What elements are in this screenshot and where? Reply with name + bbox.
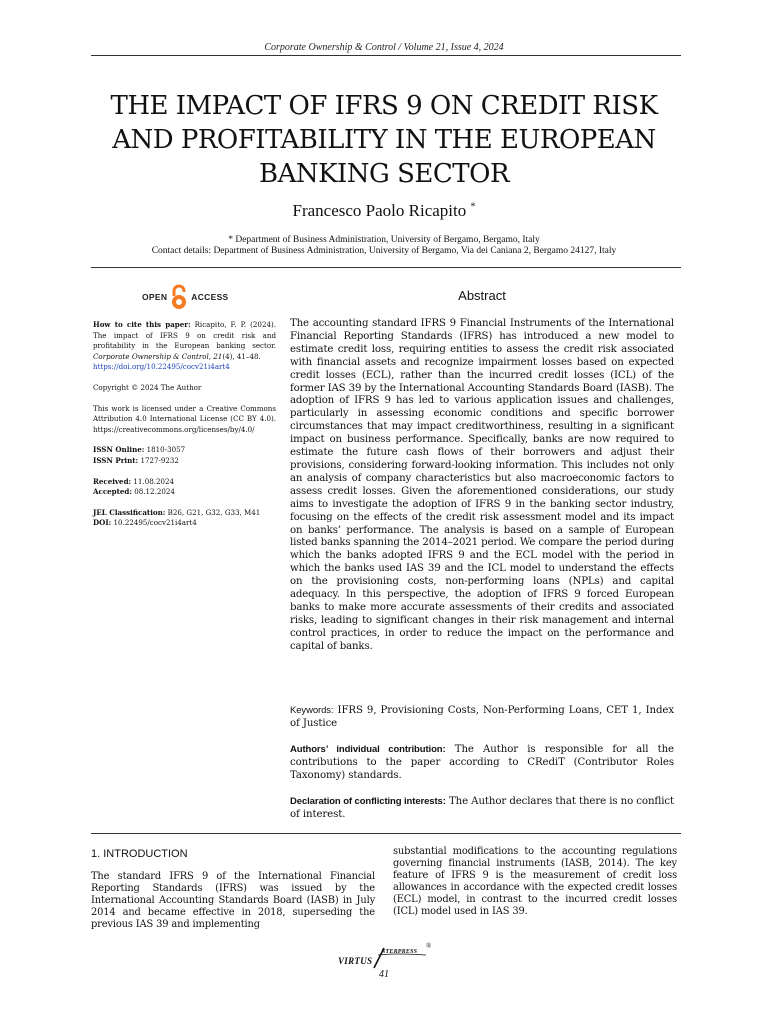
keywords-label: Keywords: bbox=[290, 705, 334, 716]
license: This work is licensed under a Creative Commons Attribution 4.0 International License (CC BY 4.0). https://creativecommons.org/licenses/by/4.0/ bbox=[93, 403, 276, 434]
conflict-text: The Author declares that there is no conflict of interest. bbox=[290, 796, 674, 820]
received bbox=[93, 477, 276, 488]
issn-print bbox=[93, 456, 276, 467]
accepted-value: 08.12.2024 bbox=[132, 487, 175, 497]
received-label: Received: bbox=[93, 476, 132, 486]
citation bbox=[93, 320, 276, 373]
issn-online-label: ISSN Online: bbox=[93, 445, 145, 455]
author-contribution bbox=[290, 743, 674, 782]
keywords bbox=[290, 704, 674, 730]
doi-label: DOI: bbox=[93, 518, 112, 528]
jel-label: JEL Classification: bbox=[93, 507, 166, 517]
issn-print-label: ISSN Print: bbox=[93, 455, 139, 465]
contribution-label: Authors’ individual contribution: bbox=[290, 744, 446, 755]
cite-issue: (4), 41–48. bbox=[222, 351, 261, 361]
copyright: Copyright © 2024 The Author bbox=[93, 382, 202, 392]
abstract-heading: Abstract bbox=[458, 288, 506, 303]
received-value: 11.08.2024 bbox=[131, 476, 175, 486]
introduction-left-column: The standard IFRS 9 of the International Financial Reporting Standards (IFRS) was issued by the International Accounting Standards Board (IASB) in July 2014 and became effective in 2018, superseding the previous IAS 39 and implementing bbox=[91, 871, 375, 930]
body-rule bbox=[91, 833, 681, 834]
title-line: AND PROFITABILITY IN THE EUROPEAN bbox=[112, 125, 656, 155]
conflict-label: Declaration of conflicting interests: bbox=[290, 796, 446, 807]
introduction-heading: 1. INTRODUCTION bbox=[91, 848, 188, 860]
publisher-logo bbox=[338, 942, 438, 970]
open-lock-icon bbox=[170, 284, 188, 310]
affiliation: * Department of Business Administration, University of Bergamo, Bergamo, Italy bbox=[228, 235, 540, 245]
header-rule bbox=[91, 55, 681, 56]
keywords-text: IFRS 9, Provisioning Costs, Non-Performing Loans, CET 1, Index of Justice bbox=[290, 705, 674, 729]
open-access-right: ACCESS bbox=[191, 292, 229, 302]
journal-header: Corporate Ownership & Control / Volume 21, Issue 4, 2024 bbox=[264, 42, 504, 53]
jel-value: B26, G21, G32, G33, M41 bbox=[165, 507, 261, 517]
author bbox=[0, 201, 768, 221]
logo-interpress: NTERPRESS bbox=[381, 949, 418, 955]
author-mark: * bbox=[470, 201, 476, 213]
contact-details: Contact details: Department of Business Administration, University of Bergamo, Via dei Caniana 2, Bergamo 24127, Italy bbox=[151, 246, 617, 256]
author-name: Francesco Paolo Ricapito bbox=[292, 201, 467, 220]
page-number: 41 bbox=[379, 969, 389, 980]
logo-virtus: VIRTUS bbox=[338, 956, 373, 966]
cite-text: Ricapito, F. P. (2024). The impact of IFRS 9 on credit risk and profitability in the European banking sector. bbox=[93, 320, 276, 351]
issn-online bbox=[93, 445, 276, 456]
doi bbox=[93, 518, 276, 529]
section-rule bbox=[91, 267, 681, 268]
accepted-label: Accepted: bbox=[93, 487, 132, 497]
open-access-logo bbox=[142, 283, 229, 311]
cite-journal: Corporate Ownership & Control, 21 bbox=[93, 351, 223, 361]
doi-value: 10.22495/cocv21i4art4 bbox=[111, 518, 197, 528]
abstract-text: The accounting standard IFRS 9 Financial Instruments of the International Financial Reporting Standards (IFRS) has introduced a new model to estimate credit loss, requiring entities to assess the credit risk associated with financial assets and recognize impairment losses based on expected credit losses (ECL), rather than the incurred credit losses (ICL) of the former IAS 39 by the International Accounting Standards Board (IASB). The adoption of IFRS 9 has led to various application issues and challenges, particularly in assessing economic conditions and specific borrower circumstances that may impact creditworthiness, resulting in a significant impact on business performance. Specifically, banks are now required to estimate the future cash flows of their borrowers and adjust their provisions, considering forward-looking information. This includes not only an analysis of company characteristics but also macroeconomic factors to assess credit losses. Given the aforementioned considerations, our study aims to investigate the adoption of IFRS 9 in the banking sector industry, focusing on the effects of the credit risk assessment model and its impact on banks’ performance. The analysis is based on a sample of European listed banks spanning the 2014–2021 period. We compare the period during which the banks adopted IFRS 9 and the ECL model with the period in which the banks used IAS 39 and the ICL model to understand the effects on the provisioning costs, non-performing loans (NPLs) and capital adequacy. In this perspective, the adoption of IFRS 9 forced European banks to make more accurate assessments of their credits and associated risks, leading to significant changes in their risk management and internal control practices, in order to reduce the impact on the performance and capital of banks. bbox=[290, 318, 674, 652]
issn-online-value: 1810-3057 bbox=[144, 445, 186, 455]
accepted bbox=[93, 487, 276, 498]
open-access-left: OPEN bbox=[142, 292, 168, 302]
issn-print-value: 1727-9232 bbox=[138, 455, 179, 465]
doi-link[interactable]: https://doi.org/10.22495/cocv21i4art4 bbox=[93, 362, 230, 372]
introduction-right-column: substantial modifications to the accounting regulations governing financial instruments (IASB, 2014). The key feature of IFRS 9 is the measurement of credit loss allowances in accordance with the expected credit losses (ECL) model, in contrast to the incurred credit losses (ICL) model used in IAS 39. bbox=[393, 846, 677, 917]
title-line: THE IMPACT OF IFRS 9 ON CREDIT RISK bbox=[110, 91, 658, 121]
article-info-sidebar bbox=[93, 320, 276, 529]
cite-label: How to cite this paper: bbox=[93, 320, 191, 329]
jel-classification bbox=[93, 508, 276, 519]
contribution-text: The Author is responsible for all the contributions to the paper according to CRediT (Contributor Roles Taxonomy) standards. bbox=[290, 744, 674, 781]
title-line: BANKING SECTOR bbox=[258, 159, 510, 189]
logo-registered: ® bbox=[426, 942, 432, 950]
paper-title bbox=[40, 89, 728, 191]
conflict-declaration bbox=[290, 795, 674, 821]
